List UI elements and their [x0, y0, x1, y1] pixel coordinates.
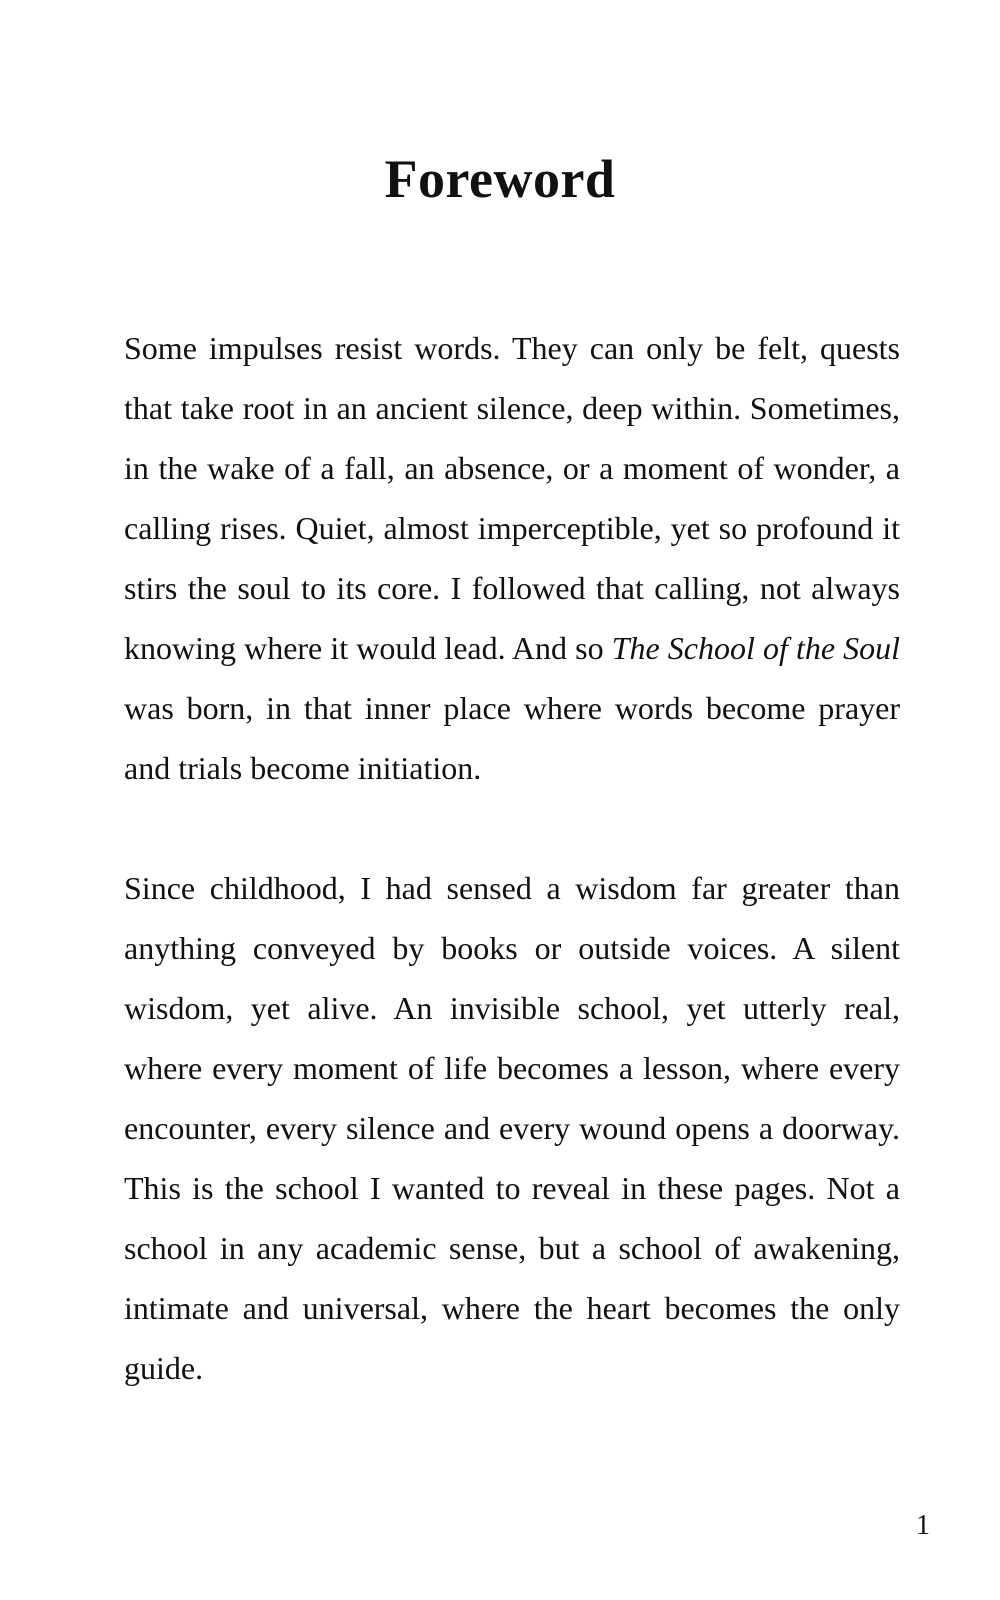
paragraph-1 — [124, 318, 900, 798]
paragraph-1-text-end: was born, in that inner place where words become prayer and trials become initiation. — [124, 690, 900, 786]
paragraph-2: Since childhood, I had sensed a wisdom far greater than anything conveyed by books or outside voices. A silent wisdom, yet alive. An invisible school, yet utterly real, where every moment of life becomes a lesson, where every encounter, every silence and every wound opens a doorway. This is the school I wanted to reveal in these pages. Not a school in any academic sense, but a school of awakening, intimate and universal, where the heart becomes the only guide. — [124, 870, 900, 1386]
chapter-title: Foreword — [384, 149, 616, 209]
page-number: 1 — [916, 1510, 930, 1541]
paragraph-1-text-start: Some impulses resist words. They can only be felt, quests that take root in an ancient silence, deep within. Sometimes, in the wake of a fall, an absence, or a moment of wonder, a calling rises. Quiet, almost imperceptible, yet so profound it stirs the soul to its core. I followed that calling, not always knowing where it would lead. And so — [124, 330, 900, 666]
book-title-italic: The School of the Soul — [611, 630, 901, 666]
